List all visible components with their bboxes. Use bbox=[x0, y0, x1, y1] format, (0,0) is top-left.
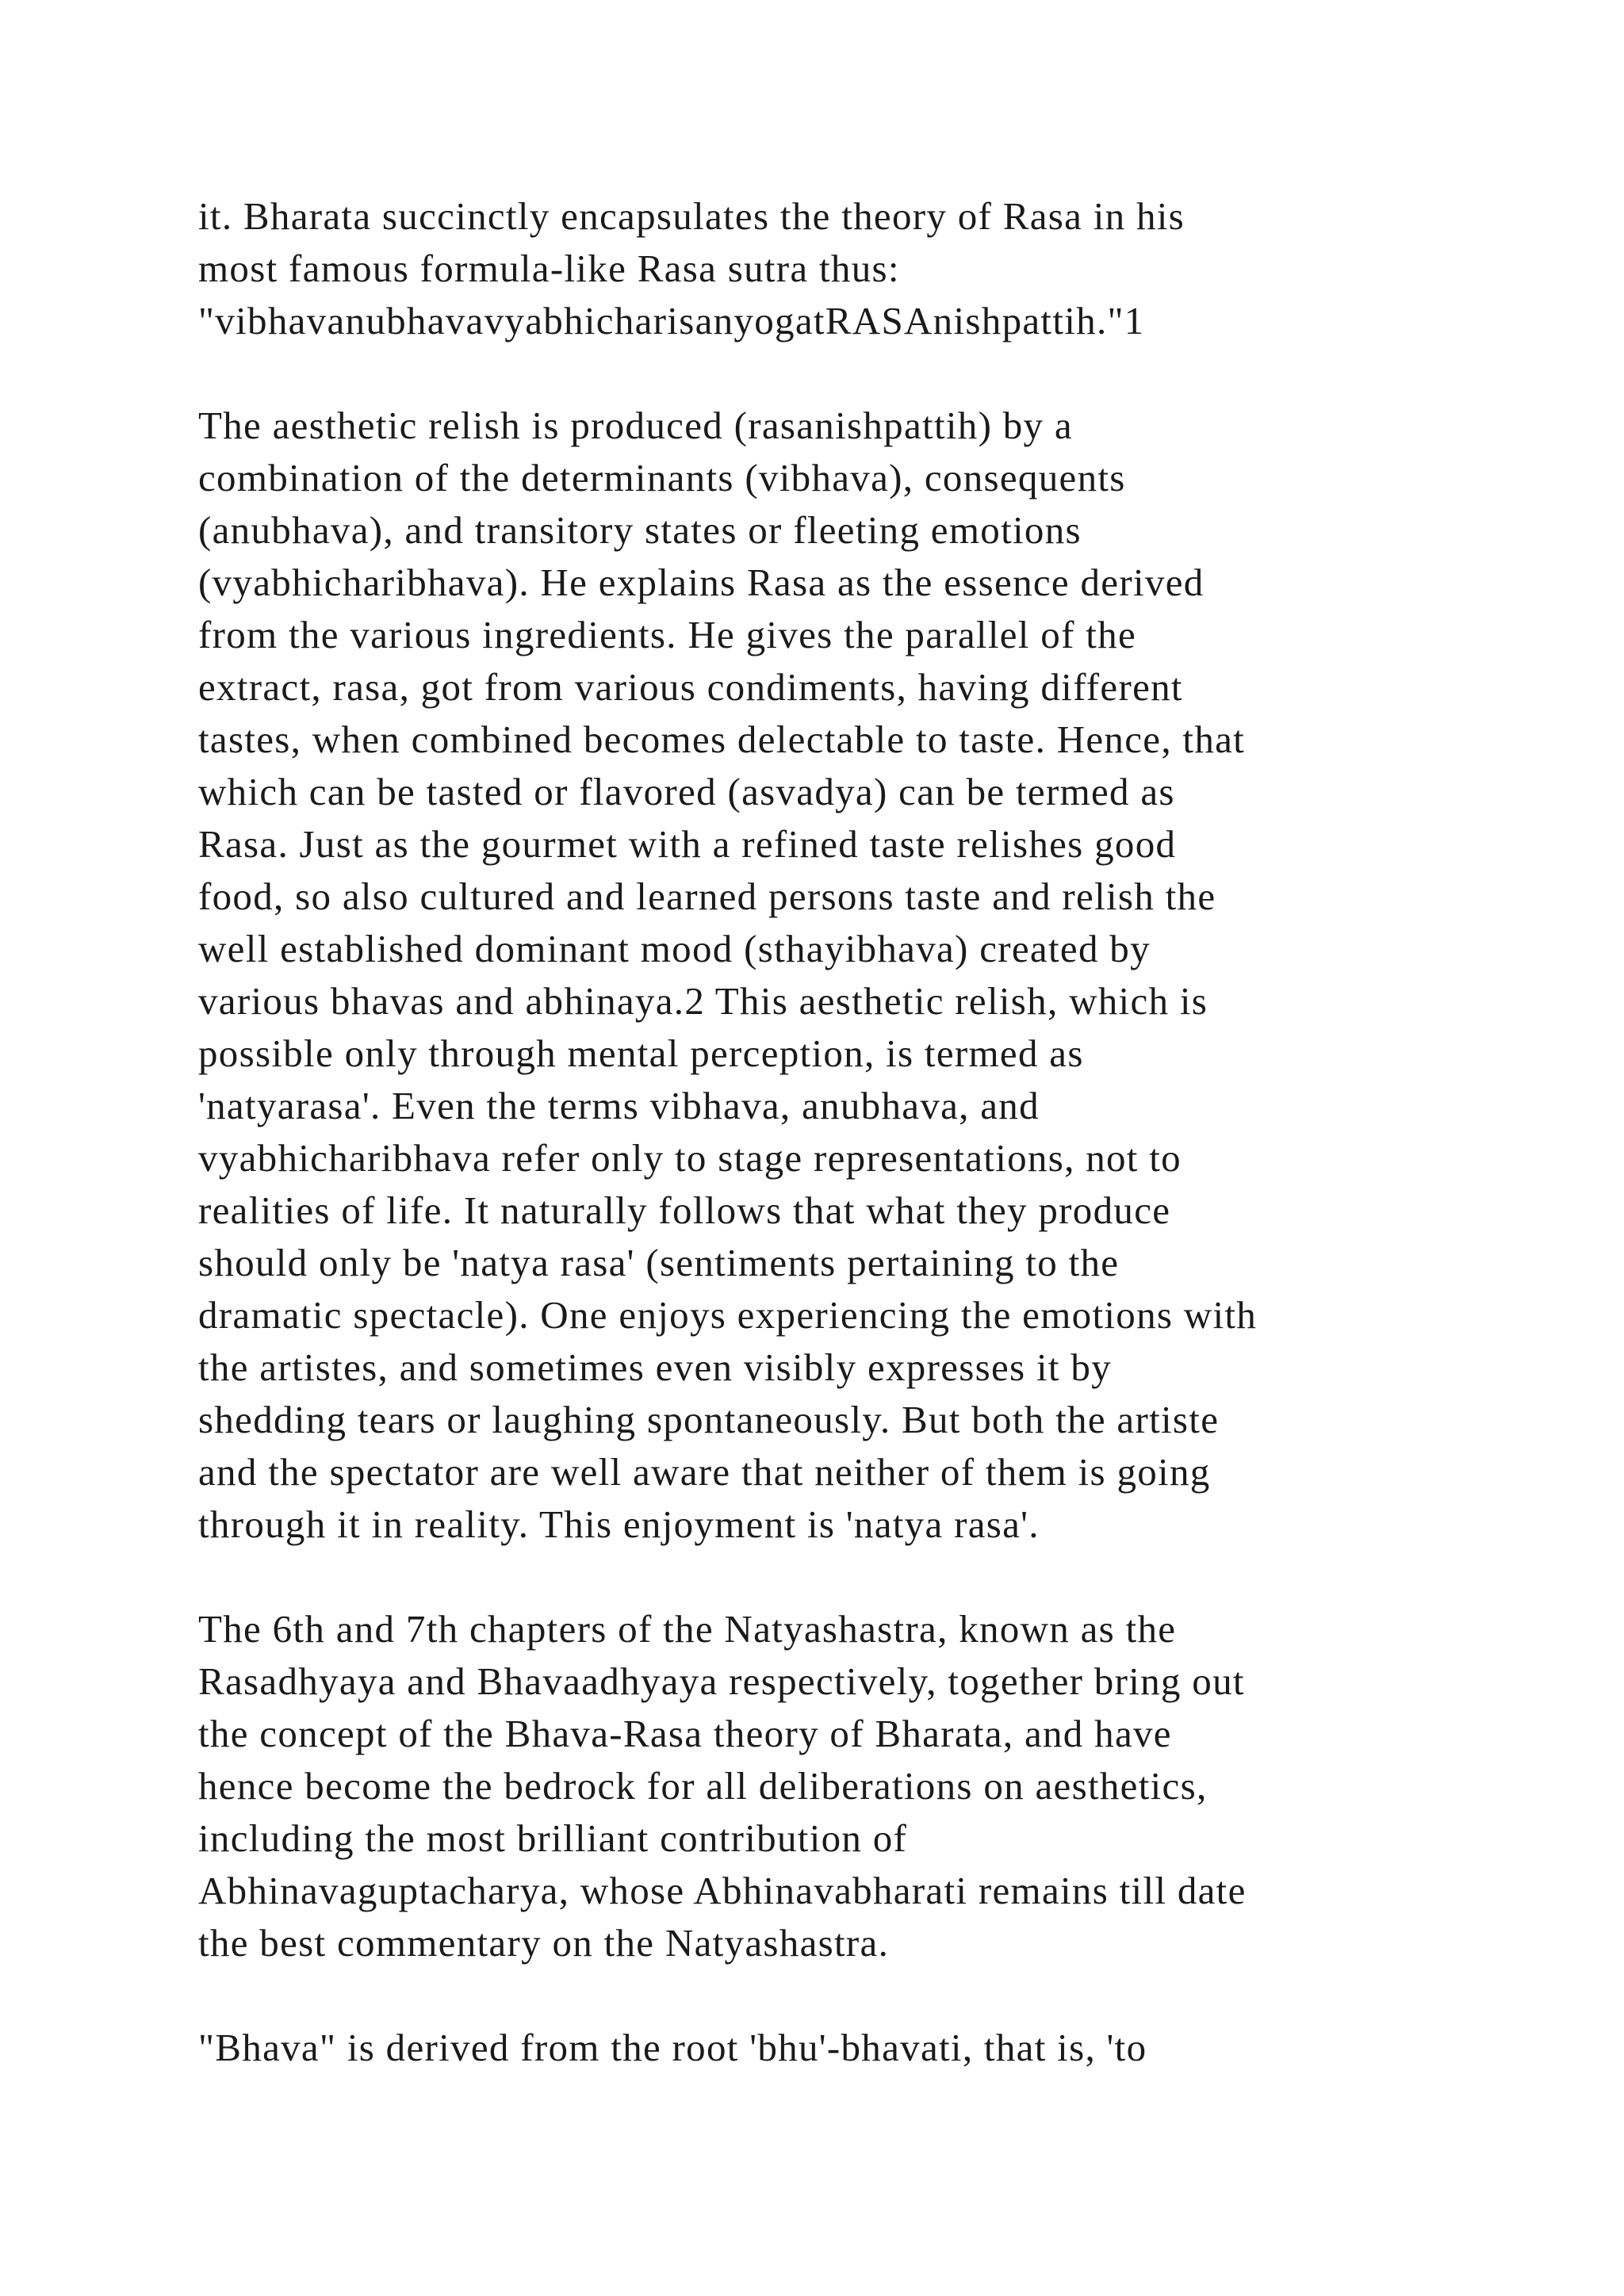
text-line: extract, rasa, got from various condiments, having different bbox=[198, 665, 1183, 709]
text-line: Rasadhyaya and Bhavaadhyaya respectively, together bring out bbox=[198, 1659, 1245, 1703]
text-line: (anubhava), and transitory states or fleeting emotions bbox=[198, 508, 1082, 552]
paragraph-rasa-sutra bbox=[198, 190, 1546, 347]
text-line: Abhinavaguptacharya, whose Abhinavabharati remains till date bbox=[198, 1869, 1247, 1912]
text-line: combination of the determinants (vibhava), consequents bbox=[198, 456, 1126, 499]
text-line: tastes, when combined becomes delectable to taste. Hence, that bbox=[198, 718, 1246, 761]
text-line: shedding tears or laughing spontaneously. But both the artiste bbox=[198, 1398, 1220, 1441]
text-line: The aesthetic relish is produced (rasanishpattih) by a bbox=[198, 404, 1073, 447]
text-line: dramatic spectacle). One enjoys experiencing the emotions with bbox=[198, 1293, 1258, 1337]
text-line: the artistes, and sometimes even visibly expresses it by bbox=[198, 1345, 1112, 1389]
text-line: the best commentary on the Natyashastra. bbox=[198, 1921, 890, 1965]
paragraph-natyashastra-chapters bbox=[198, 1603, 1546, 1969]
text-line: Rasa. Just as the gourmet with a refined taste relishes good bbox=[198, 822, 1177, 866]
text-line: (vyabhicharibhava). He explains Rasa as the essence derived bbox=[198, 561, 1205, 604]
text-line: including the most brilliant contribution of bbox=[198, 1816, 908, 1860]
text-line: "vibhavanubhavavyabhicharisanyogatRASAnishpattih."1 bbox=[198, 299, 1145, 342]
text-line: 'natyarasa'. Even the terms vibhava, anubhava, and bbox=[198, 1084, 1040, 1127]
text-line: the concept of the Bhava-Rasa theory of Bharata, and have bbox=[198, 1712, 1172, 1755]
text-line: hence become the bedrock for all deliberations on aesthetics, bbox=[198, 1764, 1208, 1808]
text-line: and the spectator are well aware that neither of them is going bbox=[198, 1450, 1211, 1494]
text-line: should only be 'natya rasa' (sentiments pertaining to the bbox=[198, 1241, 1120, 1284]
text-line: from the various ingredients. He gives the parallel of the bbox=[198, 613, 1136, 656]
text-line: through it in reality. This enjoyment is 'natya rasa'. bbox=[198, 1502, 1040, 1546]
text-line: "Bhava" is derived from the root 'bhu'-bhavati, that is, 'to bbox=[198, 2026, 1147, 2069]
text-line: possible only through mental perception, is termed as bbox=[198, 1031, 1084, 1075]
text-line: food, so also cultured and learned persons taste and relish the bbox=[198, 874, 1216, 918]
paragraph-aesthetic-relish bbox=[198, 400, 1546, 1551]
text-line: vyabhicharibhava refer only to stage representations, not to bbox=[198, 1136, 1182, 1180]
text-line: realities of life. It naturally follows that what they produce bbox=[198, 1188, 1171, 1232]
paragraph-bhava-derivation bbox=[198, 2022, 1546, 2074]
text-line: it. Bharata succinctly encapsulates the theory of Rasa in his bbox=[198, 194, 1185, 238]
text-line: most famous formula-like Rasa sutra thus: bbox=[198, 247, 900, 290]
text-line: well established dominant mood (sthayibhava) created by bbox=[198, 927, 1151, 970]
text-line: which can be tasted or flavored (asvadya) can be termed as bbox=[198, 770, 1175, 813]
text-line: various bhavas and abhinaya.2 This aesthetic relish, which is bbox=[198, 979, 1208, 1023]
text-line: The 6th and 7th chapters of the Natyashastra, known as the bbox=[198, 1607, 1177, 1651]
body-text bbox=[198, 190, 1546, 2126]
